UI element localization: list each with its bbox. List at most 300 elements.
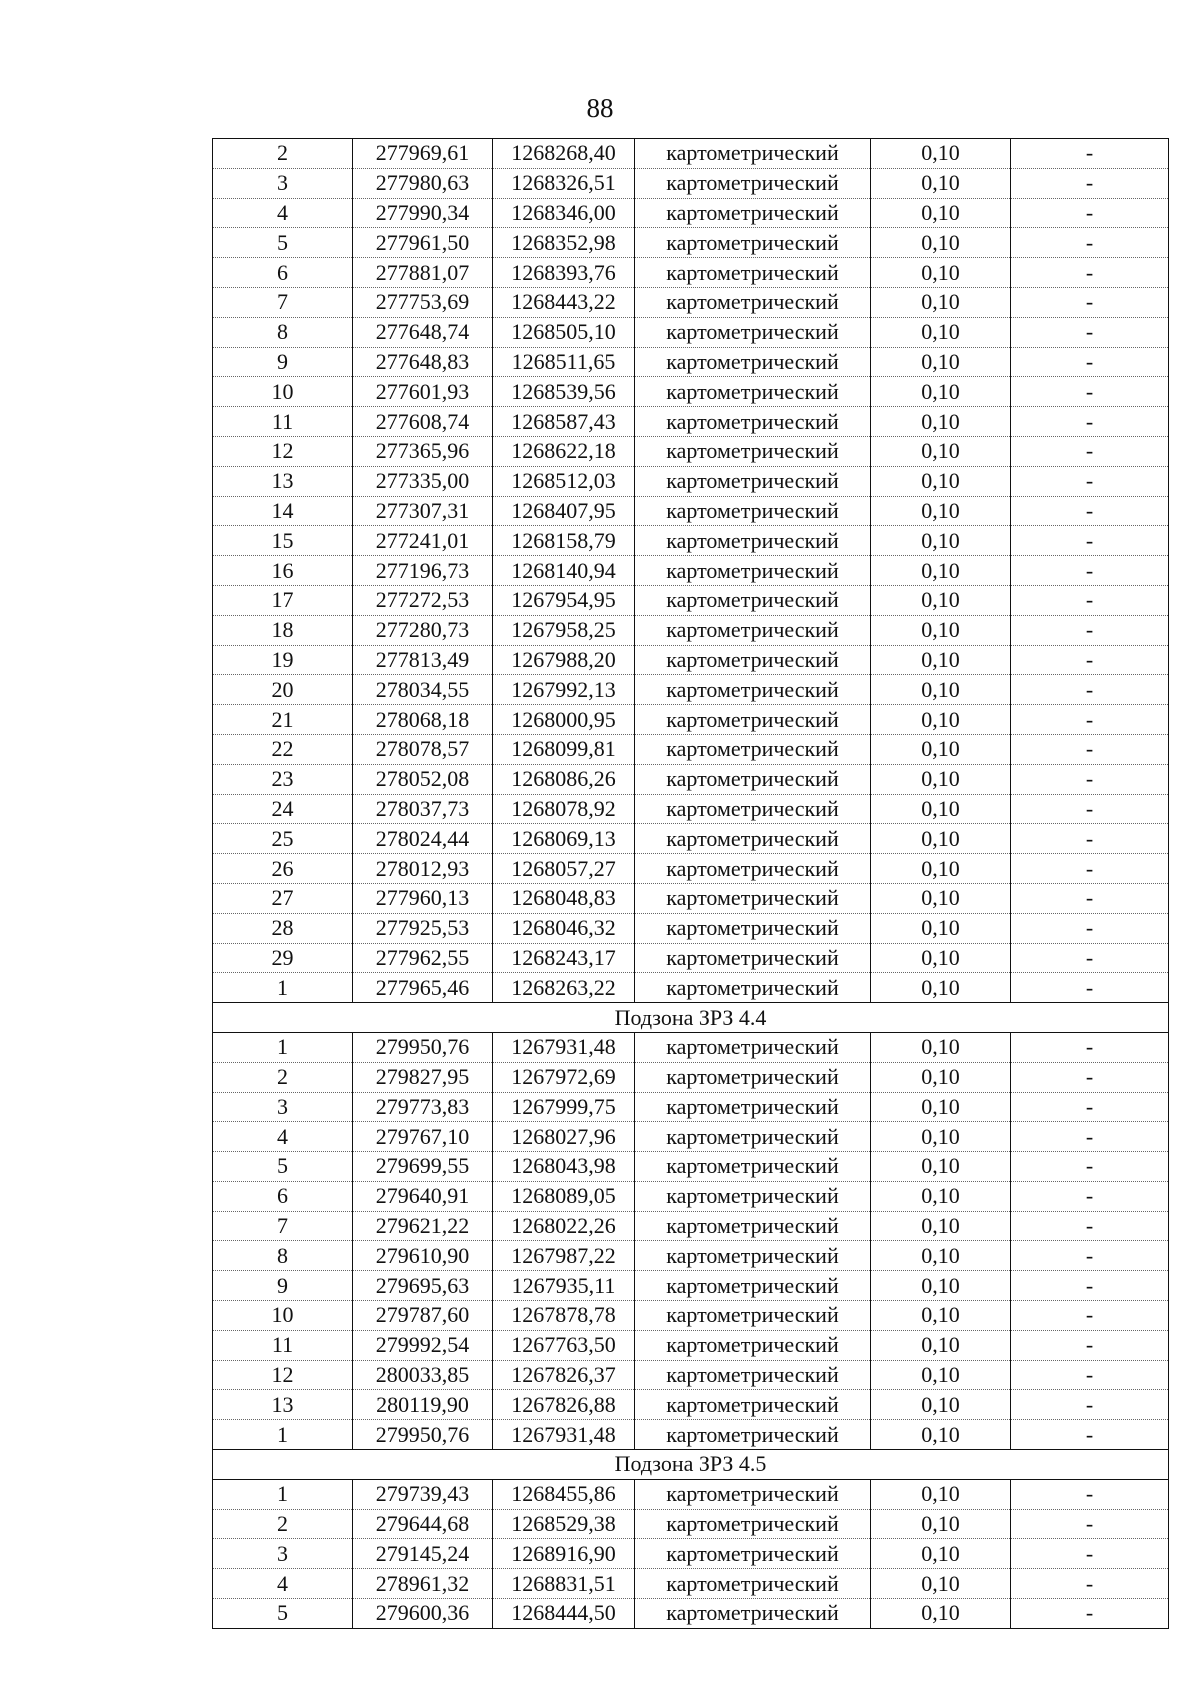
x-coordinate-cell: 279699,55 (353, 1152, 493, 1182)
description-cell: - (1011, 1122, 1169, 1152)
description-cell: - (1011, 794, 1169, 824)
y-coordinate-cell: 1268443,22 (493, 287, 635, 317)
x-coordinate-cell: 277365,96 (353, 436, 493, 466)
description-cell: - (1011, 1539, 1169, 1569)
accuracy-cell: 0,10 (871, 1032, 1011, 1062)
x-coordinate-cell: 277969,61 (353, 139, 493, 169)
y-coordinate-cell: 1268352,98 (493, 228, 635, 258)
method-cell: картометрический (635, 287, 871, 317)
accuracy-cell: 0,10 (871, 854, 1011, 884)
x-coordinate-cell: 278068,18 (353, 705, 493, 735)
point-number-cell: 1 (213, 1479, 353, 1509)
method-cell: картометрический (635, 1390, 871, 1420)
x-coordinate-cell: 279739,43 (353, 1479, 493, 1509)
description-cell: - (1011, 1390, 1169, 1420)
x-coordinate-cell: 278034,55 (353, 675, 493, 705)
table-row (213, 168, 1169, 198)
description-cell: - (1011, 1271, 1169, 1301)
accuracy-cell: 0,10 (871, 317, 1011, 347)
y-coordinate-cell: 1267999,75 (493, 1092, 635, 1122)
description-cell: - (1011, 287, 1169, 317)
method-cell: картометрический (635, 764, 871, 794)
subzone-title: Подзона ЗРЗ 4.4 (213, 1003, 1169, 1033)
method-cell: картометрический (635, 1271, 871, 1301)
method-cell: картометрический (635, 1062, 871, 1092)
point-number-cell: 17 (213, 585, 353, 615)
x-coordinate-cell: 279610,90 (353, 1241, 493, 1271)
y-coordinate-cell: 1268455,86 (493, 1479, 635, 1509)
point-number-cell: 11 (213, 407, 353, 437)
x-coordinate-cell: 278052,08 (353, 764, 493, 794)
point-number-cell: 3 (213, 168, 353, 198)
accuracy-cell: 0,10 (871, 347, 1011, 377)
table-row (213, 854, 1169, 884)
method-cell: картометрический (635, 705, 871, 735)
method-cell: картометрический (635, 526, 871, 556)
description-cell: - (1011, 258, 1169, 288)
method-cell: картометрический (635, 734, 871, 764)
y-coordinate-cell: 1268027,96 (493, 1122, 635, 1152)
accuracy-cell: 0,10 (871, 973, 1011, 1003)
table-row (213, 705, 1169, 735)
description-cell: - (1011, 228, 1169, 258)
description-cell: - (1011, 854, 1169, 884)
point-number-cell: 28 (213, 913, 353, 943)
description-cell: - (1011, 1152, 1169, 1182)
table-row (213, 1092, 1169, 1122)
description-cell: - (1011, 824, 1169, 854)
description-cell: - (1011, 1330, 1169, 1360)
point-number-cell: 8 (213, 1241, 353, 1271)
table-row (213, 734, 1169, 764)
method-cell: картометрический (635, 1420, 871, 1450)
accuracy-cell: 0,10 (871, 556, 1011, 586)
point-number-cell: 6 (213, 1181, 353, 1211)
x-coordinate-cell: 279621,22 (353, 1211, 493, 1241)
accuracy-cell: 0,10 (871, 913, 1011, 943)
table-row (213, 317, 1169, 347)
y-coordinate-cell: 1268057,27 (493, 854, 635, 884)
table-row (213, 585, 1169, 615)
table-row (213, 466, 1169, 496)
method-cell: картометрический (635, 407, 871, 437)
accuracy-cell: 0,10 (871, 943, 1011, 973)
y-coordinate-cell: 1268086,26 (493, 764, 635, 794)
y-coordinate-cell: 1268622,18 (493, 436, 635, 466)
table-row (213, 1539, 1169, 1569)
description-cell: - (1011, 1360, 1169, 1390)
table-row (213, 1420, 1169, 1450)
y-coordinate-cell: 1268512,03 (493, 466, 635, 496)
table-row (213, 1271, 1169, 1301)
description-cell: - (1011, 734, 1169, 764)
table-row (213, 1241, 1169, 1271)
description-cell: - (1011, 1509, 1169, 1539)
accuracy-cell: 0,10 (871, 139, 1011, 169)
accuracy-cell: 0,10 (871, 1301, 1011, 1331)
point-number-cell: 9 (213, 1271, 353, 1301)
method-cell: картометрический (635, 168, 871, 198)
table-row (213, 287, 1169, 317)
x-coordinate-cell: 277813,49 (353, 645, 493, 675)
point-number-cell: 12 (213, 436, 353, 466)
x-coordinate-cell: 279950,76 (353, 1032, 493, 1062)
description-cell: - (1011, 973, 1169, 1003)
point-number-cell: 2 (213, 1509, 353, 1539)
point-number-cell: 7 (213, 1211, 353, 1241)
x-coordinate-cell: 277961,50 (353, 228, 493, 258)
accuracy-cell: 0,10 (871, 168, 1011, 198)
y-coordinate-cell: 1268243,17 (493, 943, 635, 973)
table-row (213, 347, 1169, 377)
accuracy-cell: 0,10 (871, 764, 1011, 794)
description-cell: - (1011, 585, 1169, 615)
table-row (213, 764, 1169, 794)
method-cell: картометрический (635, 854, 871, 884)
table-row (213, 794, 1169, 824)
description-cell: - (1011, 1420, 1169, 1450)
accuracy-cell: 0,10 (871, 1479, 1011, 1509)
accuracy-cell: 0,10 (871, 258, 1011, 288)
description-cell: - (1011, 883, 1169, 913)
x-coordinate-cell: 279773,83 (353, 1092, 493, 1122)
method-cell: картометрический (635, 1479, 871, 1509)
description-cell: - (1011, 764, 1169, 794)
table-row (213, 645, 1169, 675)
table-row (213, 1479, 1169, 1509)
table-row (213, 228, 1169, 258)
point-number-cell: 5 (213, 1152, 353, 1182)
method-cell: картометрический (635, 913, 871, 943)
coordinates-table (212, 138, 1169, 1629)
y-coordinate-cell: 1267826,88 (493, 1390, 635, 1420)
table-row (213, 1062, 1169, 1092)
table-row (213, 675, 1169, 705)
y-coordinate-cell: 1268407,95 (493, 496, 635, 526)
accuracy-cell: 0,10 (871, 794, 1011, 824)
accuracy-cell: 0,10 (871, 1509, 1011, 1539)
x-coordinate-cell: 279827,95 (353, 1062, 493, 1092)
method-cell: картометрический (635, 1539, 871, 1569)
y-coordinate-cell: 1268069,13 (493, 824, 635, 854)
accuracy-cell: 0,10 (871, 377, 1011, 407)
table-row (213, 615, 1169, 645)
table-row (213, 973, 1169, 1003)
x-coordinate-cell: 277753,69 (353, 287, 493, 317)
accuracy-cell: 0,10 (871, 585, 1011, 615)
description-cell: - (1011, 675, 1169, 705)
accuracy-cell: 0,10 (871, 1211, 1011, 1241)
method-cell: картометрический (635, 883, 871, 913)
method-cell: картометрический (635, 347, 871, 377)
accuracy-cell: 0,10 (871, 1152, 1011, 1182)
method-cell: картометрический (635, 1360, 871, 1390)
method-cell: картометрический (635, 228, 871, 258)
accuracy-cell: 0,10 (871, 1569, 1011, 1599)
subzone-title: Подзона ЗРЗ 4.5 (213, 1450, 1169, 1480)
point-number-cell: 10 (213, 377, 353, 407)
method-cell: картометрический (635, 1509, 871, 1539)
y-coordinate-cell: 1268048,83 (493, 883, 635, 913)
x-coordinate-cell: 279145,24 (353, 1539, 493, 1569)
description-cell: - (1011, 1569, 1169, 1599)
point-number-cell: 7 (213, 287, 353, 317)
method-cell: картометрический (635, 1181, 871, 1211)
method-cell: картометрический (635, 794, 871, 824)
method-cell: картометрический (635, 585, 871, 615)
table-row (213, 1509, 1169, 1539)
method-cell: картометрический (635, 377, 871, 407)
method-cell: картометрический (635, 1330, 871, 1360)
x-coordinate-cell: 277965,46 (353, 973, 493, 1003)
point-number-cell: 29 (213, 943, 353, 973)
x-coordinate-cell: 278078,57 (353, 734, 493, 764)
accuracy-cell: 0,10 (871, 824, 1011, 854)
method-cell: картометрический (635, 675, 871, 705)
table-row (213, 943, 1169, 973)
accuracy-cell: 0,10 (871, 1092, 1011, 1122)
x-coordinate-cell: 277196,73 (353, 556, 493, 586)
y-coordinate-cell: 1268326,51 (493, 168, 635, 198)
table-row (213, 436, 1169, 466)
description-cell: - (1011, 436, 1169, 466)
table-row (213, 1390, 1169, 1420)
accuracy-cell: 0,10 (871, 407, 1011, 437)
method-cell: картометрический (635, 198, 871, 228)
x-coordinate-cell: 278037,73 (353, 794, 493, 824)
point-number-cell: 3 (213, 1092, 353, 1122)
y-coordinate-cell: 1267958,25 (493, 615, 635, 645)
point-number-cell: 23 (213, 764, 353, 794)
x-coordinate-cell: 277980,63 (353, 168, 493, 198)
y-coordinate-cell: 1268831,51 (493, 1569, 635, 1599)
description-cell: - (1011, 526, 1169, 556)
y-coordinate-cell: 1267935,11 (493, 1271, 635, 1301)
table-row (213, 139, 1169, 169)
point-number-cell: 4 (213, 1569, 353, 1599)
x-coordinate-cell: 278024,44 (353, 824, 493, 854)
point-number-cell: 2 (213, 1062, 353, 1092)
accuracy-cell: 0,10 (871, 1360, 1011, 1390)
description-cell: - (1011, 377, 1169, 407)
accuracy-cell: 0,10 (871, 1062, 1011, 1092)
description-cell: - (1011, 317, 1169, 347)
method-cell: картометрический (635, 258, 871, 288)
table-row (213, 1211, 1169, 1241)
accuracy-cell: 0,10 (871, 1122, 1011, 1152)
x-coordinate-cell: 279950,76 (353, 1420, 493, 1450)
x-coordinate-cell: 277648,74 (353, 317, 493, 347)
method-cell: картометрический (635, 1211, 871, 1241)
x-coordinate-cell: 278012,93 (353, 854, 493, 884)
y-coordinate-cell: 1268268,40 (493, 139, 635, 169)
point-number-cell: 1 (213, 973, 353, 1003)
method-cell: картометрический (635, 496, 871, 526)
x-coordinate-cell: 279644,68 (353, 1509, 493, 1539)
table-row (213, 883, 1169, 913)
y-coordinate-cell: 1267972,69 (493, 1062, 635, 1092)
description-cell: - (1011, 1479, 1169, 1509)
y-coordinate-cell: 1268539,56 (493, 377, 635, 407)
method-cell: картометрический (635, 1122, 871, 1152)
y-coordinate-cell: 1268000,95 (493, 705, 635, 735)
y-coordinate-cell: 1267878,78 (493, 1301, 635, 1331)
table-row (213, 1181, 1169, 1211)
accuracy-cell: 0,10 (871, 496, 1011, 526)
y-coordinate-cell: 1268393,76 (493, 258, 635, 288)
table-row (213, 198, 1169, 228)
point-number-cell: 4 (213, 198, 353, 228)
y-coordinate-cell: 1268346,00 (493, 198, 635, 228)
table-row (213, 377, 1169, 407)
accuracy-cell: 0,10 (871, 1599, 1011, 1629)
y-coordinate-cell: 1268916,90 (493, 1539, 635, 1569)
y-coordinate-cell: 1268587,43 (493, 407, 635, 437)
method-cell: картометрический (635, 1599, 871, 1629)
y-coordinate-cell: 1268022,26 (493, 1211, 635, 1241)
accuracy-cell: 0,10 (871, 1390, 1011, 1420)
x-coordinate-cell: 279640,91 (353, 1181, 493, 1211)
accuracy-cell: 0,10 (871, 645, 1011, 675)
point-number-cell: 1 (213, 1032, 353, 1062)
table-row (213, 1152, 1169, 1182)
accuracy-cell: 0,10 (871, 615, 1011, 645)
x-coordinate-cell: 277307,31 (353, 496, 493, 526)
point-number-cell: 12 (213, 1360, 353, 1390)
accuracy-cell: 0,10 (871, 526, 1011, 556)
accuracy-cell: 0,10 (871, 675, 1011, 705)
point-number-cell: 14 (213, 496, 353, 526)
point-number-cell: 20 (213, 675, 353, 705)
x-coordinate-cell: 277881,07 (353, 258, 493, 288)
page-number: 88 (586, 93, 614, 123)
y-coordinate-cell: 1267763,50 (493, 1330, 635, 1360)
table-row (213, 1122, 1169, 1152)
point-number-cell: 1 (213, 1420, 353, 1450)
description-cell: - (1011, 407, 1169, 437)
point-number-cell: 10 (213, 1301, 353, 1331)
point-number-cell: 8 (213, 317, 353, 347)
description-cell: - (1011, 1241, 1169, 1271)
method-cell: картометрический (635, 317, 871, 347)
point-number-cell: 24 (213, 794, 353, 824)
description-cell: - (1011, 645, 1169, 675)
y-coordinate-cell: 1268529,38 (493, 1509, 635, 1539)
description-cell: - (1011, 556, 1169, 586)
x-coordinate-cell: 277272,53 (353, 585, 493, 615)
point-number-cell: 27 (213, 883, 353, 913)
table-row (213, 496, 1169, 526)
x-coordinate-cell: 277335,00 (353, 466, 493, 496)
method-cell: картометрический (635, 556, 871, 586)
method-cell: картометрический (635, 645, 871, 675)
point-number-cell: 3 (213, 1539, 353, 1569)
y-coordinate-cell: 1267987,22 (493, 1241, 635, 1271)
subzone-header-row (213, 1003, 1169, 1033)
table-row (213, 824, 1169, 854)
y-coordinate-cell: 1268263,22 (493, 973, 635, 1003)
y-coordinate-cell: 1267992,13 (493, 675, 635, 705)
x-coordinate-cell: 280119,90 (353, 1390, 493, 1420)
description-cell: - (1011, 705, 1169, 735)
accuracy-cell: 0,10 (871, 705, 1011, 735)
y-coordinate-cell: 1268078,92 (493, 794, 635, 824)
accuracy-cell: 0,10 (871, 1241, 1011, 1271)
point-number-cell: 4 (213, 1122, 353, 1152)
description-cell: - (1011, 496, 1169, 526)
table-row (213, 1360, 1169, 1390)
table-row (213, 556, 1169, 586)
y-coordinate-cell: 1268140,94 (493, 556, 635, 586)
table-row (213, 1032, 1169, 1062)
x-coordinate-cell: 278961,32 (353, 1569, 493, 1599)
point-number-cell: 5 (213, 1599, 353, 1629)
x-coordinate-cell: 277990,34 (353, 198, 493, 228)
x-coordinate-cell: 277280,73 (353, 615, 493, 645)
y-coordinate-cell: 1268089,05 (493, 1181, 635, 1211)
method-cell: картометрический (635, 943, 871, 973)
point-number-cell: 19 (213, 645, 353, 675)
x-coordinate-cell: 279600,36 (353, 1599, 493, 1629)
x-coordinate-cell: 279767,10 (353, 1122, 493, 1152)
y-coordinate-cell: 1267988,20 (493, 645, 635, 675)
x-coordinate-cell: 277648,83 (353, 347, 493, 377)
y-coordinate-cell: 1268043,98 (493, 1152, 635, 1182)
method-cell: картометрический (635, 466, 871, 496)
accuracy-cell: 0,10 (871, 1330, 1011, 1360)
point-number-cell: 6 (213, 258, 353, 288)
method-cell: картометрический (635, 1152, 871, 1182)
coordinates-table-body (213, 139, 1169, 1629)
accuracy-cell: 0,10 (871, 1271, 1011, 1301)
accuracy-cell: 0,10 (871, 436, 1011, 466)
description-cell: - (1011, 1092, 1169, 1122)
point-number-cell: 15 (213, 526, 353, 556)
method-cell: картометрический (635, 436, 871, 466)
accuracy-cell: 0,10 (871, 287, 1011, 317)
description-cell: - (1011, 198, 1169, 228)
y-coordinate-cell: 1268505,10 (493, 317, 635, 347)
y-coordinate-cell: 1267931,48 (493, 1032, 635, 1062)
y-coordinate-cell: 1268444,50 (493, 1599, 635, 1629)
method-cell: картометрический (635, 824, 871, 854)
point-number-cell: 22 (213, 734, 353, 764)
point-number-cell: 11 (213, 1330, 353, 1360)
description-cell: - (1011, 1599, 1169, 1629)
accuracy-cell: 0,10 (871, 198, 1011, 228)
x-coordinate-cell: 280033,85 (353, 1360, 493, 1390)
point-number-cell: 18 (213, 615, 353, 645)
accuracy-cell: 0,10 (871, 1539, 1011, 1569)
accuracy-cell: 0,10 (871, 466, 1011, 496)
x-coordinate-cell: 277925,53 (353, 913, 493, 943)
table-row (213, 526, 1169, 556)
accuracy-cell: 0,10 (871, 1420, 1011, 1450)
point-number-cell: 5 (213, 228, 353, 258)
description-cell: - (1011, 943, 1169, 973)
description-cell: - (1011, 168, 1169, 198)
table-row (213, 258, 1169, 288)
point-number-cell: 13 (213, 466, 353, 496)
point-number-cell: 16 (213, 556, 353, 586)
subzone-header-row (213, 1450, 1169, 1480)
accuracy-cell: 0,10 (871, 228, 1011, 258)
description-cell: - (1011, 1062, 1169, 1092)
table-row (213, 1569, 1169, 1599)
x-coordinate-cell: 277962,55 (353, 943, 493, 973)
method-cell: картометрический (635, 1241, 871, 1271)
y-coordinate-cell: 1268099,81 (493, 734, 635, 764)
